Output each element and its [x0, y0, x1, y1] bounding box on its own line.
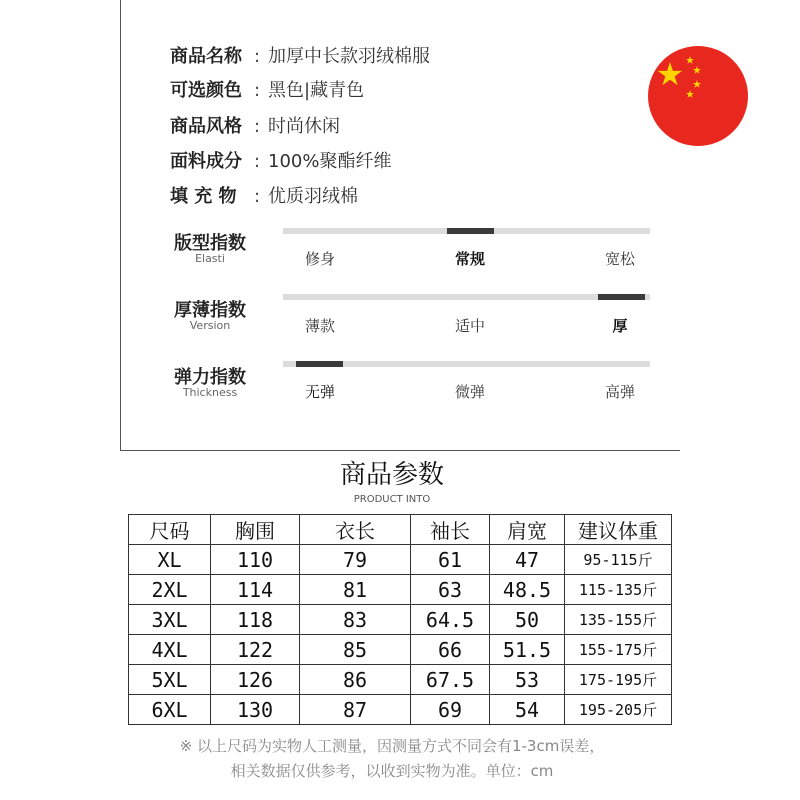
table-cell: 87 [300, 695, 411, 725]
table-cell: XL [129, 545, 211, 575]
table-cell: 2XL [129, 575, 211, 605]
column-header: 衣长 [300, 515, 411, 545]
table-cell: 3XL [129, 605, 211, 635]
table-cell: 6XL [129, 695, 211, 725]
attr-label: 商品名称 [170, 46, 242, 67]
section-subtitle: PRODUCT INTO [353, 494, 431, 505]
table-cell: 122 [211, 635, 300, 665]
table-row [129, 635, 672, 665]
level-label: 宽松 [604, 250, 635, 268]
attr-name [170, 46, 430, 68]
index-track-elasticity [283, 361, 650, 367]
size-table [128, 514, 672, 725]
column-header: 建议体重 [565, 515, 672, 545]
index-marker-elasticity [296, 361, 343, 367]
table-cell: 85 [300, 635, 411, 665]
table-cell: 79 [300, 545, 411, 575]
attr-label: 商品风格 [170, 116, 242, 137]
divider-vertical [120, 0, 121, 450]
index-title-fit: 版型指数 [174, 233, 246, 254]
attr-style [170, 116, 340, 138]
level-label-selected: 常规 [454, 250, 485, 268]
table-cell: 5XL [129, 665, 211, 695]
level-label: 修身 [304, 250, 335, 268]
index-subtitle-thickness: Version [189, 319, 231, 332]
table-cell: 81 [300, 575, 411, 605]
attr-label: 可选颜色 [170, 80, 242, 101]
table-cell: 47 [490, 545, 565, 575]
table-cell: 63 [411, 575, 490, 605]
table-cell: 53 [490, 665, 565, 695]
table-cell: 61 [411, 545, 490, 575]
table-cell: 114 [211, 575, 300, 605]
level-label-selected: 无弹 [304, 383, 335, 401]
table-cell: 48.5 [490, 575, 565, 605]
divider-horizontal [120, 450, 680, 451]
table-cell: 69 [411, 695, 490, 725]
attr-value: 100%聚酯纤维 [268, 151, 392, 172]
index-track-thickness [283, 294, 650, 300]
attr-value: 加厚中长款羽绒棉服 [268, 46, 430, 67]
table-cell: 54 [490, 695, 565, 725]
level-label: 微弹 [454, 383, 485, 401]
table-cell: 83 [300, 605, 411, 635]
attr-colon: : [254, 151, 261, 172]
attr-colon: : [254, 46, 261, 67]
attr-label: 填 充 物 [170, 186, 237, 207]
table-cell: 110 [211, 545, 300, 575]
table-row [129, 545, 672, 575]
attr-colon: : [254, 186, 261, 207]
table-cell: 175-195斤 [565, 665, 672, 695]
table-header-row [129, 515, 672, 545]
attr-colors [170, 80, 364, 102]
column-header: 胸围 [211, 515, 300, 545]
attr-value: 黑色|藏青色 [268, 80, 365, 101]
attr-value: 时尚休闲 [268, 116, 340, 137]
table-cell: 130 [211, 695, 300, 725]
table-cell: 64.5 [411, 605, 490, 635]
table-cell: 155-175斤 [565, 635, 672, 665]
table-cell: 115-135斤 [565, 575, 672, 605]
table-row [129, 665, 672, 695]
index-title-elasticity: 弹力指数 [174, 367, 246, 388]
table-cell: 118 [211, 605, 300, 635]
column-header: 袖长 [411, 515, 490, 545]
attr-fabric [170, 151, 391, 173]
column-header: 尺码 [129, 515, 211, 545]
table-cell: 95-115斤 [565, 545, 672, 575]
index-track-fit [283, 228, 650, 234]
table-cell: 51.5 [490, 635, 565, 665]
attr-colon: : [254, 80, 261, 101]
attr-value: 优质羽绒棉 [268, 186, 358, 207]
table-row [129, 695, 672, 725]
index-marker-fit [447, 228, 494, 234]
level-label-selected: 厚 [612, 317, 628, 335]
table-cell: 135-155斤 [565, 605, 672, 635]
index-marker-thickness [598, 294, 645, 300]
attr-filling [170, 186, 358, 208]
level-label: 适中 [454, 317, 485, 335]
measurement-note-line2: 相关数据仅供参考，以收到实物为准。单位：cm [230, 762, 554, 780]
table-cell: 126 [211, 665, 300, 695]
china-flag-icon [648, 46, 748, 146]
index-title-thickness: 厚薄指数 [174, 300, 246, 321]
column-header: 肩宽 [490, 515, 565, 545]
level-label: 薄款 [304, 317, 335, 335]
table-row [129, 575, 672, 605]
table-cell: 67.5 [411, 665, 490, 695]
table-cell: 4XL [129, 635, 211, 665]
table-cell: 66 [411, 635, 490, 665]
table-cell: 86 [300, 665, 411, 695]
level-label: 高弹 [604, 383, 635, 401]
index-subtitle-fit: Elasti [195, 252, 225, 265]
table-cell: 50 [490, 605, 565, 635]
section-title: 商品参数 [339, 460, 444, 490]
attr-label: 面料成分 [170, 151, 242, 172]
measurement-note-line1: ※ 以上尺码为实物人工测量，因测量方式不同会有1-3cm误差， [179, 737, 605, 755]
table-row [129, 605, 672, 635]
attr-colon: : [254, 116, 261, 137]
table-cell: 195-205斤 [565, 695, 672, 725]
index-subtitle-elasticity: Thickness [182, 386, 238, 399]
